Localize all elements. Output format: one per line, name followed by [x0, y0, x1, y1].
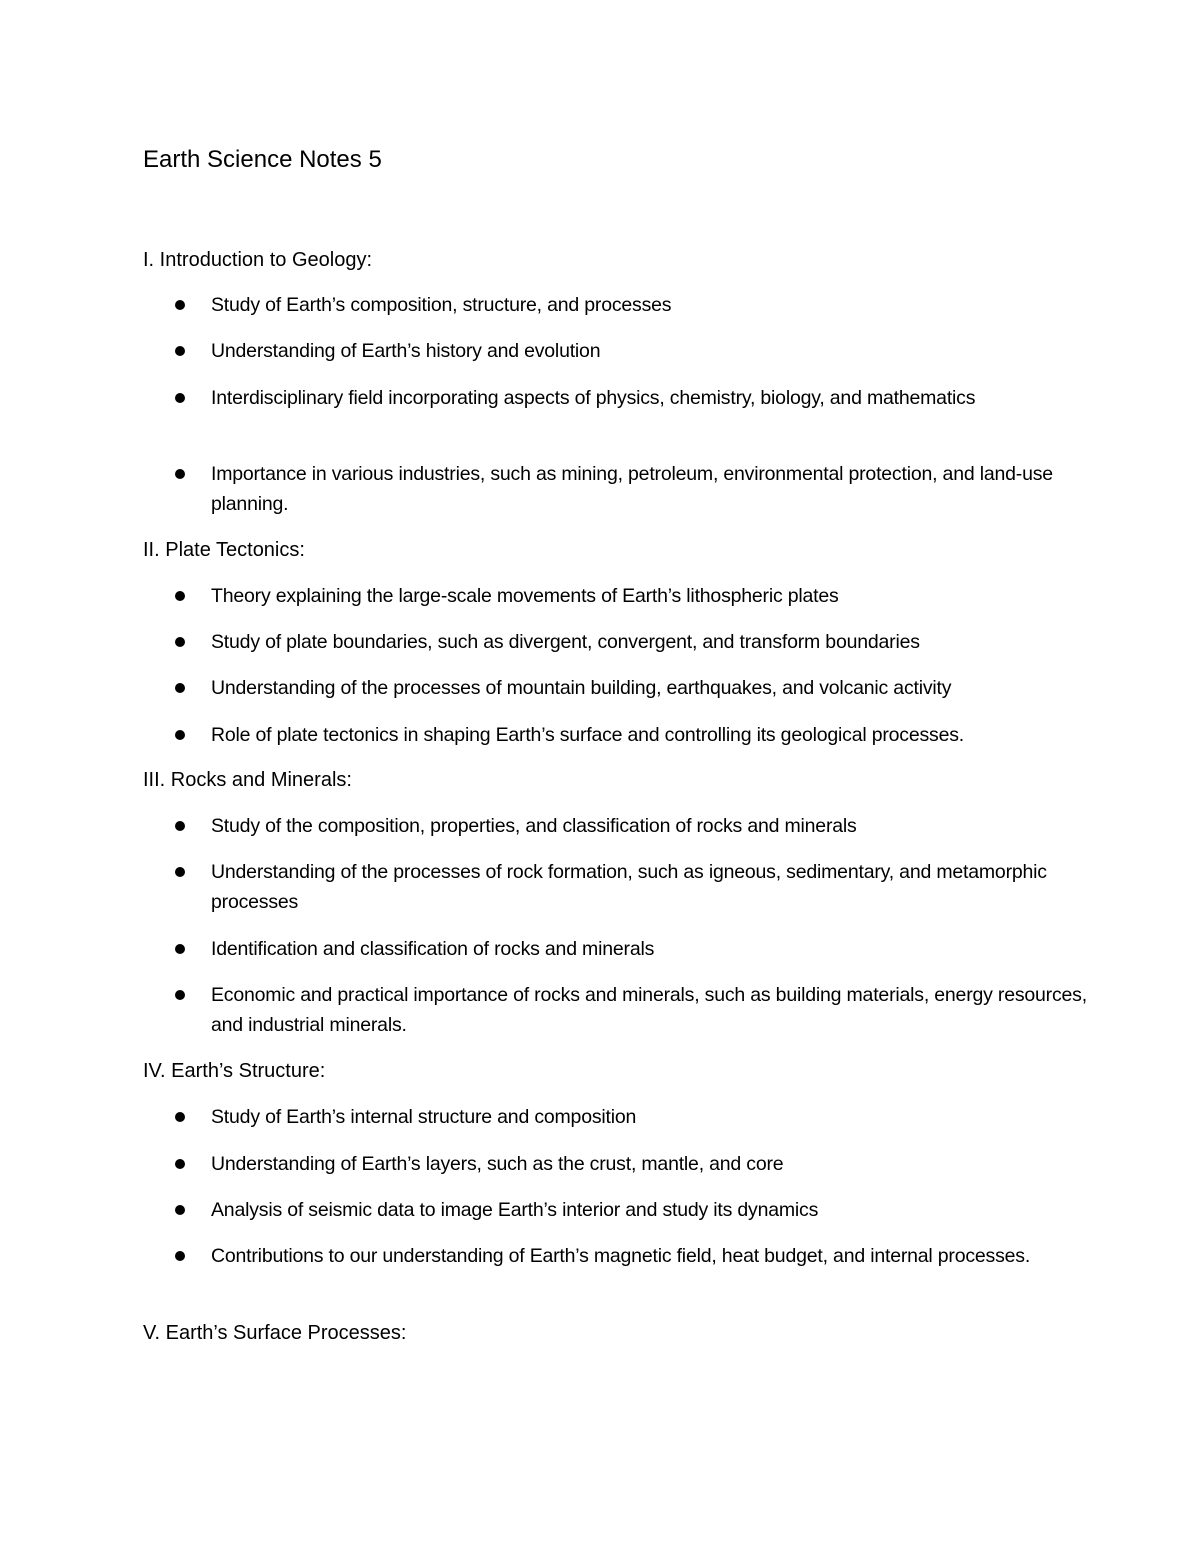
- list-item-text: Understanding of Earth’s layers, such as the crust, mantle, and core: [211, 1153, 784, 1175]
- bullet-icon: [175, 346, 185, 356]
- section-heading: IV. Earth’s Structure:: [143, 1060, 326, 1082]
- list-item-text: Study of Earth’s composition, structure, and processes: [211, 294, 672, 316]
- document-title: Earth Science Notes 5: [143, 146, 382, 173]
- bullet-icon: [175, 637, 185, 647]
- list-item-text: Role of plate tectonics in shaping Earth’s surface and controlling its geological processes.: [211, 724, 965, 746]
- bullet-icon: [175, 591, 185, 601]
- list-item-text: Identification and classification of rocks and minerals: [211, 938, 655, 960]
- bullet-icon: [175, 469, 185, 479]
- bullet-icon: [175, 300, 185, 310]
- section-heading: V. Earth’s Surface Processes:: [143, 1322, 407, 1344]
- section-heading: II. Plate Tectonics:: [143, 539, 305, 561]
- bullet-icon: [175, 1159, 185, 1169]
- bullet-icon: [175, 1112, 185, 1122]
- bullet-icon: [175, 730, 185, 740]
- list-item-text: Study of Earth’s internal structure and composition: [211, 1106, 637, 1128]
- bullet-icon: [175, 944, 185, 954]
- list-item-text: Study of the composition, properties, and classification of rocks and minerals: [211, 815, 857, 837]
- bullet-icon: [175, 1205, 185, 1215]
- bullet-icon: [175, 867, 185, 877]
- list-item-text: Understanding of the processes of rock formation, such as igneous, sedimentary, and metamorphic processes: [211, 861, 1047, 913]
- list-item-text: Understanding of the processes of mountain building, earthquakes, and volcanic activity: [211, 677, 952, 699]
- list-item-text: Study of plate boundaries, such as divergent, convergent, and transform boundaries: [211, 631, 920, 653]
- bullet-icon: [175, 683, 185, 693]
- list-item-text: Importance in various industries, such as mining, petroleum, environmental protection, and land-use planning.: [211, 463, 1053, 515]
- section-heading: I. Introduction to Geology:: [143, 249, 373, 271]
- bullet-icon: [175, 990, 185, 1000]
- list-item-text: Theory explaining the large-scale movements of Earth’s lithospheric plates: [211, 585, 839, 607]
- list-item-text: Analysis of seismic data to image Earth’s interior and study its dynamics: [211, 1199, 819, 1221]
- list-item-text: Contributions to our understanding of Earth’s magnetic field, heat budget, and internal processes.: [211, 1245, 1031, 1267]
- list-item-text: Economic and practical importance of rocks and minerals, such as building materials, energy resources, and industrial minerals.: [211, 984, 1087, 1036]
- bullet-icon: [175, 821, 185, 831]
- section-heading: III. Rocks and Minerals:: [143, 769, 352, 791]
- bullet-icon: [175, 1251, 185, 1261]
- list-item-text: Interdisciplinary field incorporating aspects of physics, chemistry, biology, and mathematics: [211, 387, 976, 409]
- bullet-icon: [175, 393, 185, 403]
- list-item-text: Understanding of Earth’s history and evolution: [211, 340, 601, 362]
